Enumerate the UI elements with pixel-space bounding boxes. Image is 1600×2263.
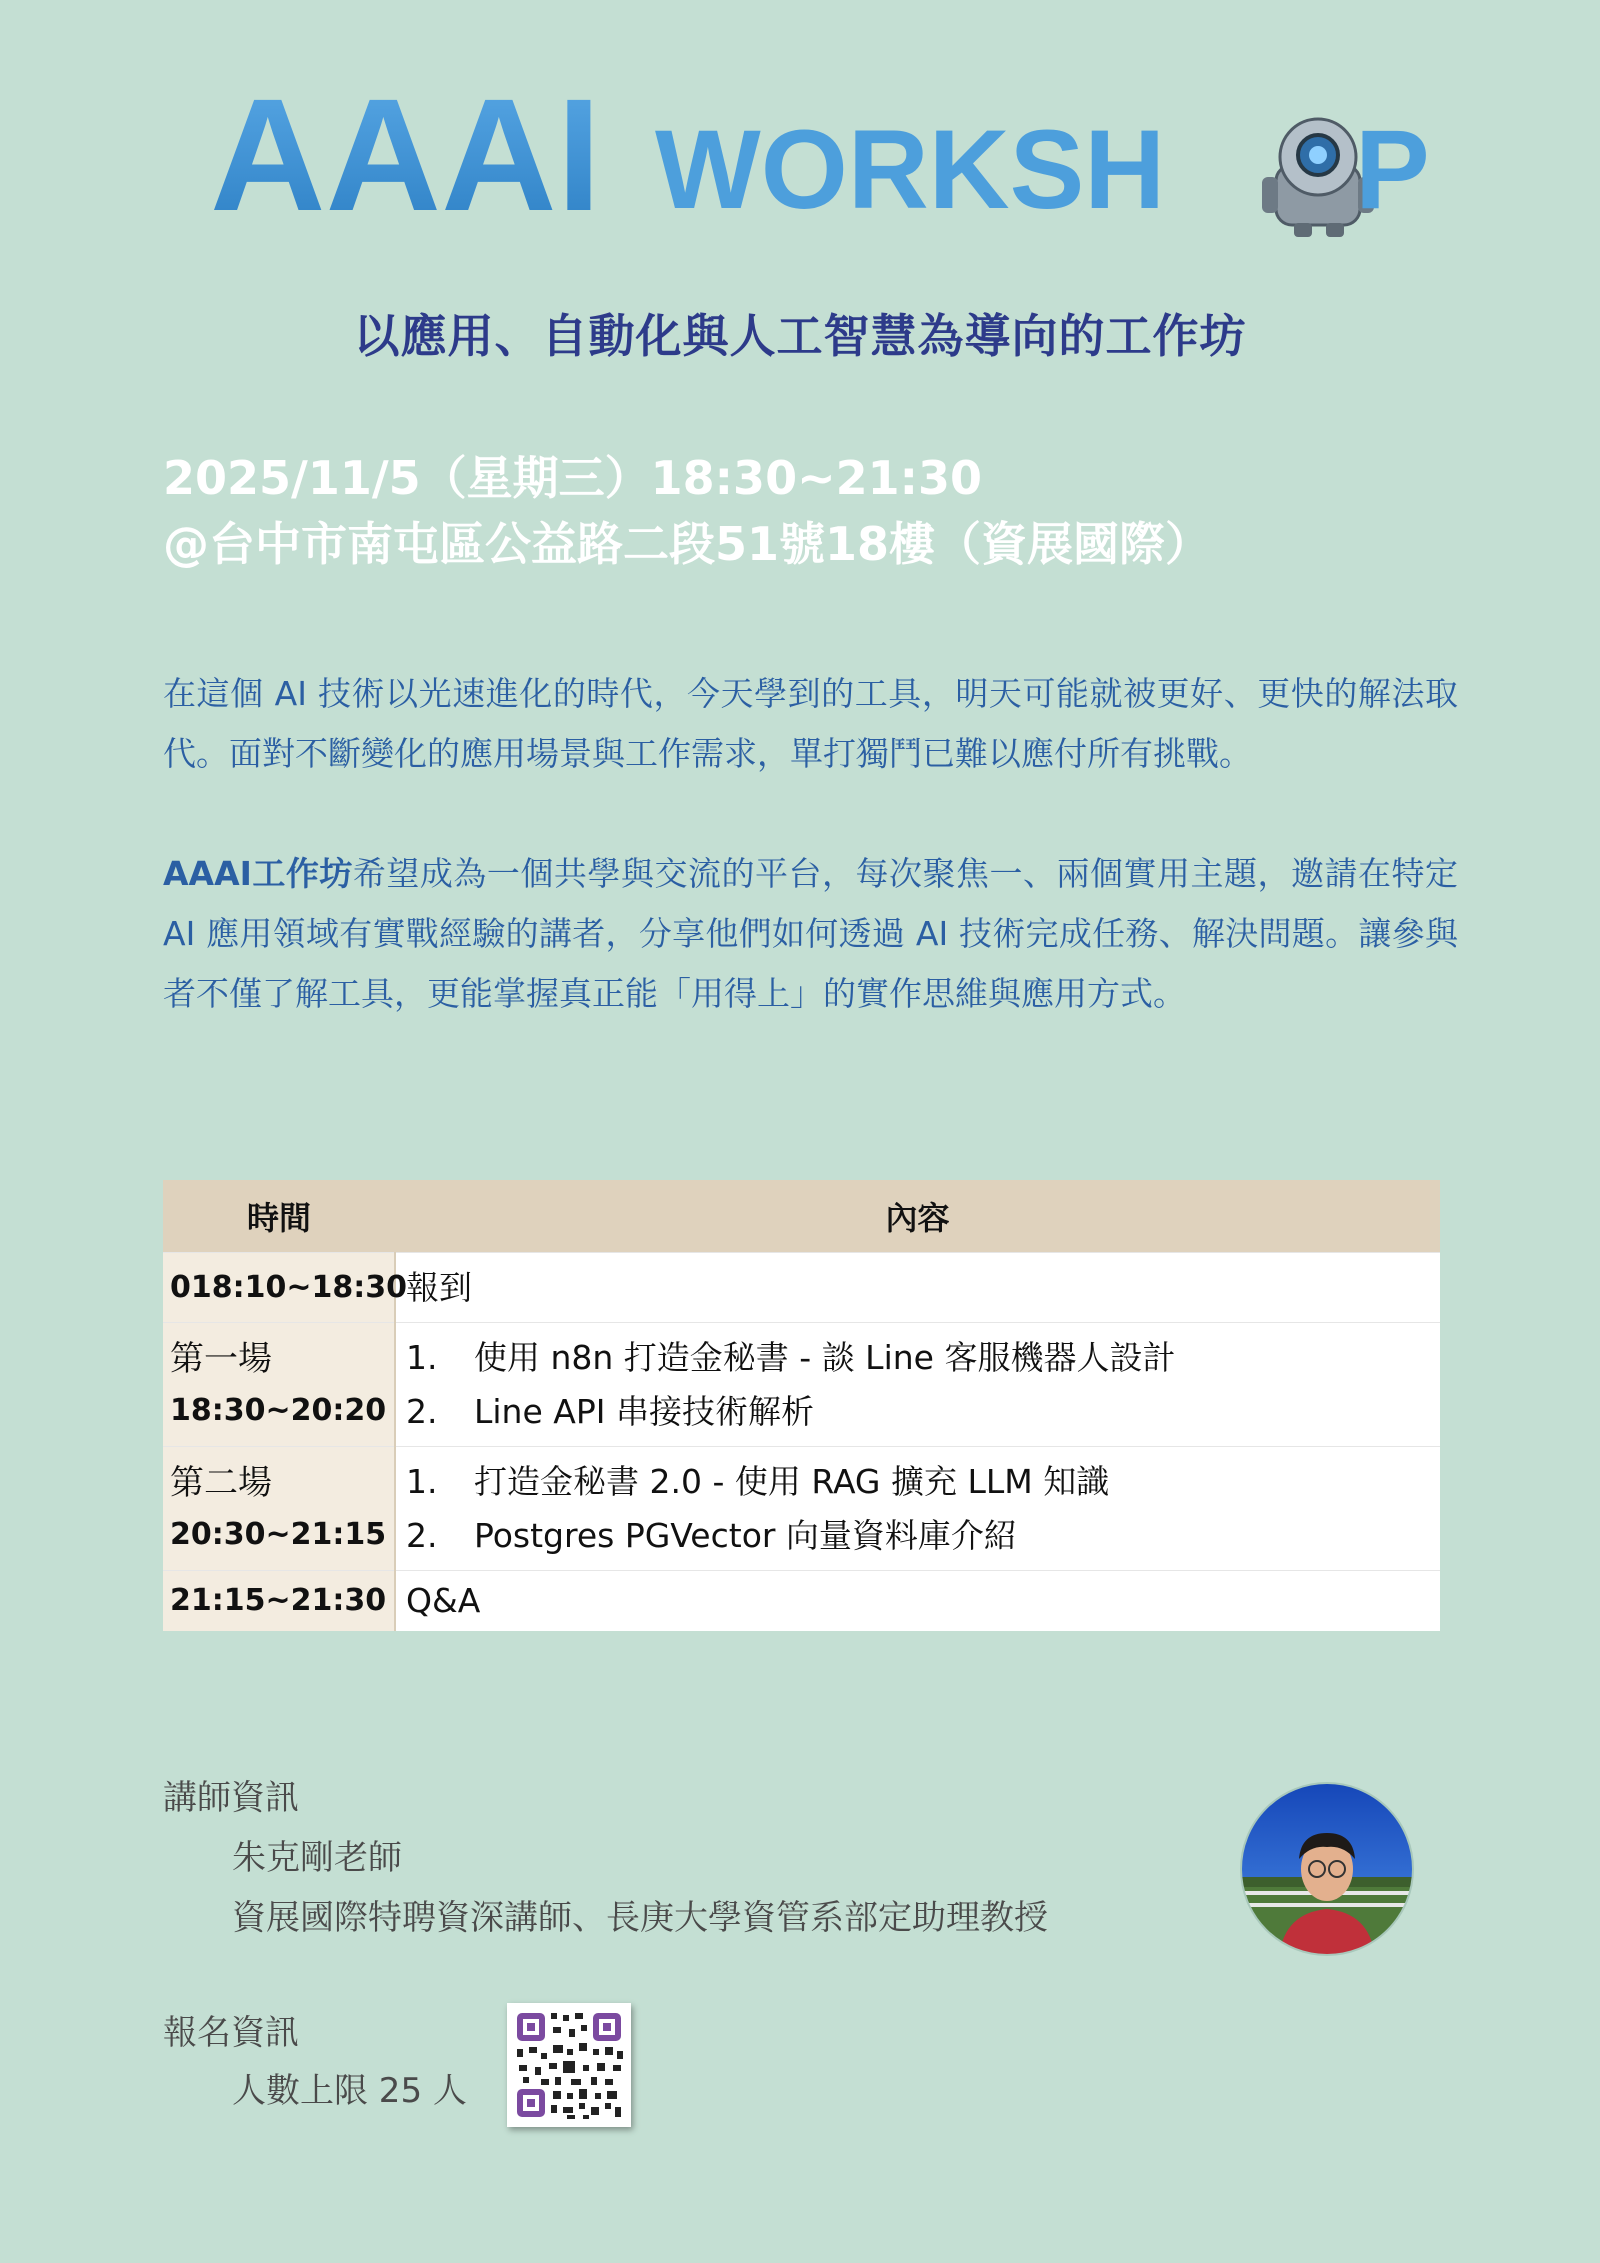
row-time: 21:15~21:30 <box>163 1571 395 1631</box>
item-text: 打造金秘書 2.0 - 使用 RAG 擴充 LLM 知識 <box>474 1461 1110 1501</box>
item-text: Postgres PGVector 向量資料庫介紹 <box>474 1515 1017 1555</box>
item-text: 使用 n8n 打造金秘書 - 談 Line 客服機器人設計 <box>474 1337 1176 1377</box>
row-content: 報到 <box>395 1253 1440 1323</box>
intro-paragraph-2-text: 希望成為一個共學與交流的平台，每次聚焦一、兩個實用主題，邀請在特定 AI 應用領域有實戰經驗的講者，分享他們如何透過 AI 技術完成任務、解決問題。讓參與者不僅了解工具，更能掌握真正能「用得上」的實作思維與應用方式。 <box>163 854 1459 1013</box>
page-subtitle: 以應用、自動化與人工智慧為導向的工作坊 <box>353 309 1247 363</box>
item-text: Line API 串接技術解析 <box>474 1391 814 1431</box>
intro-paragraph-2 <box>163 844 1458 1024</box>
schedule-table <box>163 1180 1440 1631</box>
session-label: 第一場 <box>170 1338 272 1379</box>
table-row <box>163 1447 1440 1571</box>
list-item <box>406 1509 1439 1563</box>
table-row <box>163 1323 1440 1447</box>
row-content <box>395 1447 1440 1571</box>
row-time: 018:10~18:30 <box>163 1253 395 1323</box>
item-number: 1. <box>406 1337 438 1377</box>
event-location: @台中市南屯區公益路二段51號18樓（資展國際） <box>163 517 1212 571</box>
event-datetime: 2025/11/5（星期三）18:30~21:30 <box>163 451 983 505</box>
row-time-cell <box>163 1447 395 1571</box>
header-time: 時間 <box>163 1180 395 1253</box>
header-content: 內容 <box>395 1180 1440 1253</box>
item-number: 2. <box>406 1391 438 1431</box>
row-content: Q&A <box>395 1571 1440 1631</box>
workshop-logo <box>0 70 1600 240</box>
instructor-title: 資展國際特聘資深講師、長庚大學資管系部定助理教授 <box>232 1898 1048 1938</box>
row-time: 18:30~20:20 <box>170 1392 387 1428</box>
item-number: 2. <box>406 1515 438 1555</box>
instructor-heading: 講師資訊 <box>163 1778 299 1818</box>
registration-limit: 人數上限 25 人 <box>232 2071 467 2111</box>
workshop-name: AAAI工作坊 <box>163 854 353 893</box>
row-content <box>395 1323 1440 1447</box>
table-header-row <box>163 1180 1440 1253</box>
logo-worksh: WORKSH <box>655 107 1166 232</box>
row-time-cell <box>163 1323 395 1447</box>
table-row <box>163 1253 1440 1323</box>
item-number: 1. <box>406 1461 438 1501</box>
intro-paragraph-1: 在這個 AI 技術以光速進化的時代，今天學到的工具，明天可能就被更好、更快的解法取代。面對不斷變化的應用場景與工作需求，單打獨鬥已難以應付所有挑戰。 <box>163 674 1458 773</box>
registration-qr-code[interactable] <box>507 2003 631 2127</box>
instructor-name: 朱克剛老師 <box>232 1838 402 1878</box>
instructor-avatar <box>1239 1781 1415 1957</box>
logo-p: P <box>1355 107 1430 232</box>
list-item <box>406 1331 1439 1385</box>
row-time: 20:30~21:15 <box>170 1516 387 1552</box>
list-item <box>406 1385 1439 1439</box>
list-item <box>406 1455 1439 1509</box>
logo-aaai: AAAI <box>210 70 602 240</box>
table-row <box>163 1571 1440 1631</box>
registration-heading: 報名資訊 <box>163 2013 299 2053</box>
session-label: 第二場 <box>170 1462 272 1503</box>
